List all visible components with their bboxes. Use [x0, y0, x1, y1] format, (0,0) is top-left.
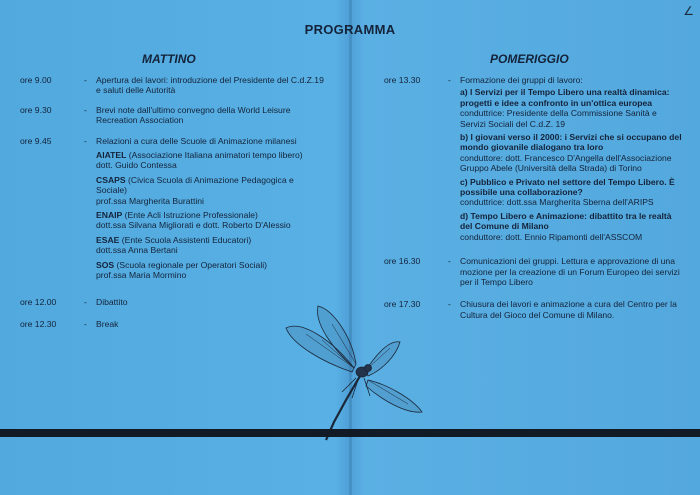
- schedule-row: [384, 256, 684, 287]
- schedule-text: Dibattito: [96, 296, 128, 307]
- time-label: ore 16.30: [384, 256, 421, 267]
- school-entry: [96, 235, 325, 256]
- school-speaker: prof.ssa Maria Mormino: [96, 270, 187, 281]
- school-entry: [96, 150, 325, 171]
- schedule-text: Formazione dei gruppi di lavoro:: [460, 75, 583, 85]
- time-label: ore 12.30: [20, 318, 57, 329]
- school-entry: [96, 260, 325, 281]
- dash: -: [84, 135, 87, 146]
- page-title: PROGRAMMA: [304, 22, 396, 37]
- time-label: ore 13.30: [384, 75, 421, 85]
- schedule-row: [20, 136, 325, 146]
- school-name: ESAE: [96, 234, 120, 245]
- schedule-text: Break: [96, 318, 119, 329]
- dash: -: [84, 104, 87, 115]
- group-lead: conduttrice: Presidente della Commissione Sanità e Servizi Sociali del C.d.Z. 19: [460, 108, 657, 129]
- school-speaker: dott.ssa Anna Bertani: [96, 245, 178, 256]
- bottom-rule: [0, 429, 700, 437]
- afternoon-heading: POMERIGGIO: [490, 52, 569, 66]
- group-lead: conduttrice: dott.ssa Margherita Sberna dell'ARIPS: [460, 197, 654, 208]
- schedule-text: Chiusura dei lavori e animazione a cura del Centro per la Cultura del Gioco del Comune di Milano.: [460, 299, 677, 320]
- schedule-text: Apertura dei lavori: introduzione del Presidente del C.d.Z.19 e saluti delle Autorità: [96, 75, 324, 96]
- schedule-text: Comunicazioni dei gruppi. Lettura e approvazione di una mozione per la creazione di un Forum Europeo dei servizi per il Tempo Libero: [460, 256, 680, 287]
- dragonfly-illustration: [282, 300, 442, 450]
- corner-mark: ∠: [683, 4, 694, 18]
- morning-column: [20, 75, 325, 338]
- work-group: [460, 177, 684, 208]
- school-speaker: prof.ssa Margherita Burattini: [96, 195, 204, 206]
- afternoon-column: [384, 75, 684, 329]
- school-desc: (Ente Acli Istruzione Professionale): [122, 210, 258, 221]
- school-speaker: dott. Guido Contessa: [96, 160, 177, 171]
- schedule-text: Relazioni a cura delle Scuole di Animazione milanesi: [96, 135, 297, 146]
- dash: -: [448, 75, 451, 85]
- school-name: AIATEL: [96, 150, 127, 161]
- group-title: b) I giovani verso il 2000: i Servizi che si occupano del mondo giovanile dialogano tra loro: [460, 132, 682, 153]
- schedule-row: [20, 75, 325, 96]
- group-lead: conduttore: dott. Ennio Ripamonti dell'ASSCOM: [460, 231, 643, 242]
- school-name: CSAPS: [96, 174, 126, 185]
- dash: -: [448, 299, 451, 310]
- time-label: ore 9.30: [20, 104, 52, 115]
- group-title: d) Tempo Libero e Animazione: dibattito tra le realtà del Comune di Milano: [460, 210, 672, 232]
- school-entry: [96, 175, 325, 206]
- time-label: ore 17.30: [384, 299, 421, 310]
- school-name: SOS: [96, 259, 115, 270]
- morning-heading: MATTINO: [142, 52, 196, 66]
- time-label: ore 12.00: [20, 296, 57, 307]
- work-group: [460, 211, 684, 242]
- school-name: ENAIP: [96, 210, 123, 221]
- schedule-row: [384, 75, 684, 85]
- group-title: c) Pubblico e Privato nel settore del Tempo Libero. È possibile una collaborazione?: [460, 176, 675, 198]
- time-label: ore 9.45: [20, 135, 52, 146]
- time-label: ore 9.00: [20, 75, 52, 85]
- schedule-row: [20, 319, 325, 329]
- dash: -: [448, 256, 451, 267]
- dash: -: [84, 296, 87, 307]
- school-entry: [96, 210, 325, 231]
- dash: -: [84, 318, 87, 329]
- group-title: a) I Servizi per il Tempo Libero una realtà dinamica: progetti e idee a confronto in un'ottica europea: [460, 87, 670, 108]
- work-group: [460, 87, 684, 129]
- school-desc: (Scuola regionale per Operatori Sociali): [114, 259, 268, 270]
- schedule-text: Brevi note dall'ultimo convegno della World Leisure Recreation Association: [96, 104, 291, 126]
- dash: -: [84, 75, 87, 85]
- school-desc: (Civica Scuola di Animazione Pedagogica e Sociale): [96, 174, 294, 196]
- school-speaker: dott.ssa Silvana Migliorati e dott. Roberto D'Alessio: [96, 220, 291, 231]
- school-desc: (Associazione Italiana animatori tempo libero): [126, 150, 303, 161]
- work-group: [460, 132, 684, 174]
- school-desc: (Ente Scuola Assistenti Educatori): [119, 234, 252, 245]
- group-lead: conduttore: dott. Francesco D'Angella dell'Associazione Gruppo Abele (Università della Strada) di Torino: [460, 152, 672, 174]
- schedule-row: [20, 105, 325, 126]
- schedule-row: [20, 297, 325, 307]
